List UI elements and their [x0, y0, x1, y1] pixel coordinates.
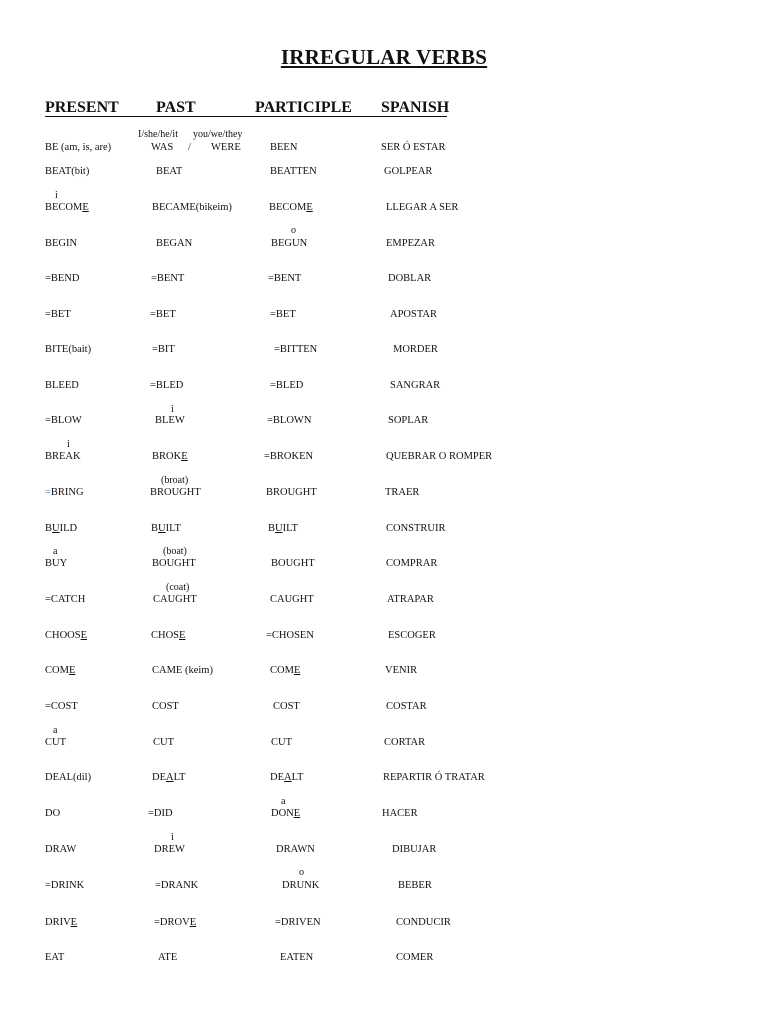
row-choose-present: CHOOSE — [45, 630, 88, 641]
row-blow-participle: =BLOWN — [267, 415, 312, 426]
row-buy-past: BOUGHT — [152, 558, 196, 569]
row-bet-participle: =BET — [270, 309, 296, 320]
row-bet-spanish: APOSTAR — [390, 309, 438, 320]
row-deal-participle: DEALT — [270, 772, 304, 783]
row-beat-spanish: GOLPEAR — [384, 166, 433, 177]
row-break-participle: =BROKEN — [264, 451, 314, 462]
row-be-spanish: SER Ó ESTAR — [381, 142, 446, 153]
row-eat-participle: EATEN — [280, 952, 314, 963]
row-do-pron-mark: a — [281, 796, 286, 807]
row-blow-spanish: SOPLAR — [388, 415, 429, 426]
row-drive-participle: =DRIVEN — [275, 917, 321, 928]
row-blow-present: =BLOW — [45, 415, 82, 426]
row-begin-present: BEGIN — [45, 238, 78, 249]
row-catch-past: CAUGHT — [153, 594, 197, 605]
page-title: IRREGULAR VERBS — [280, 45, 488, 69]
row-beat-present: BEAT(bit) — [45, 166, 90, 177]
row-become-present: BECOME — [45, 202, 89, 213]
row-bring-pron-note: (broat) — [161, 475, 189, 486]
row-drink-present: =DRINK — [45, 880, 85, 891]
row-break-spanish: QUEBRAR O ROMPER — [386, 451, 493, 462]
row-bend-present: =BEND — [45, 273, 80, 284]
row-bleed-spanish: SANGRAR — [390, 380, 441, 391]
row-cost-present: =COST — [45, 701, 78, 712]
row-bend-spanish: DOBLAR — [388, 273, 432, 284]
row-begin-spanish: EMPEZAR — [386, 238, 436, 249]
row-cut-participle: CUT — [271, 737, 292, 748]
row-be-past-separator: / — [188, 142, 191, 153]
row-become-spanish: LLEGAR A SER — [386, 202, 459, 213]
row-catch-pron-note: (coat) — [166, 582, 190, 593]
row-become-participle: BECOME — [269, 202, 313, 213]
row-cost-participle: COST — [273, 701, 300, 712]
row-break-past: BROKE — [152, 451, 188, 462]
row-do-present: DO — [45, 808, 61, 819]
row-buy-present: BUY — [45, 558, 68, 569]
row-catch-spanish: ATRAPAR — [387, 594, 434, 605]
row-come-spanish: VENIR — [385, 665, 418, 676]
row-do-participle: DONE — [271, 808, 301, 819]
row-draw-pron-mark: i — [171, 832, 174, 843]
row-buy-spanish: COMPRAR — [386, 558, 438, 569]
row-choose-spanish: ESCOGER — [388, 630, 436, 641]
row-bleed-past: =BLED — [150, 380, 184, 391]
row-bring-spanish: TRAER — [385, 487, 420, 498]
row-bring-present: =BRING — [45, 487, 84, 498]
header-underline — [45, 116, 447, 117]
row-come-present: COME — [45, 665, 76, 676]
row-bleed-present: BLEED — [45, 380, 79, 391]
row-draw-past: DREW — [154, 844, 185, 855]
row-begin-pron-mark: o — [291, 225, 296, 236]
row-bet-present: =BET — [45, 309, 71, 320]
row-drink-pron-mark: o — [299, 867, 304, 878]
row-draw-present: DRAW — [45, 844, 77, 855]
row-eat-present: EAT — [45, 952, 65, 963]
row-choose-participle: =CHOSEN — [266, 630, 314, 641]
row-bite-present: BITE(bait) — [45, 344, 92, 355]
row-bite-participle: =BITTEN — [274, 344, 318, 355]
row-drink-past: =DRANK — [155, 880, 199, 891]
row-cost-past: COST — [152, 701, 179, 712]
row-blow-pron-mark: i — [171, 404, 174, 415]
row-bend-participle: =BENT — [268, 273, 302, 284]
row-catch-present: =CATCH — [45, 594, 86, 605]
row-be-participle: BEEN — [270, 142, 298, 153]
row-cost-spanish: COSTAR — [386, 701, 427, 712]
note-pronouns-singular: I/she/he/it — [138, 129, 178, 140]
row-beat-participle: BEATTEN — [270, 166, 317, 177]
row-deal-spanish: REPARTIR Ó TRATAR — [383, 772, 485, 783]
row-build-participle: BUILT — [268, 523, 298, 534]
row-cut-past: CUT — [153, 737, 174, 748]
row-come-past: CAME (keim) — [152, 665, 213, 676]
row-draw-spanish: DIBUJAR — [392, 844, 437, 855]
row-drive-past: =DROVE — [154, 917, 197, 928]
row-begin-participle: BEGUN — [271, 238, 308, 249]
row-drive-spanish: CONDUCIR — [396, 917, 451, 928]
row-cut-present: CUT — [45, 737, 66, 748]
row-bring-past: BROUGHT — [150, 487, 201, 498]
row-break-pron-mark: i — [67, 439, 70, 450]
row-do-past: =DID — [148, 808, 173, 819]
row-bleed-participle: =BLED — [270, 380, 304, 391]
row-be-past: WAS — [151, 142, 174, 153]
row-build-present: BUILD — [45, 523, 78, 534]
row-build-past: BUILT — [151, 523, 181, 534]
row-break-present: BREAK — [45, 451, 81, 462]
row-bet-past: =BET — [150, 309, 176, 320]
note-pronouns-plural: you/we/they — [193, 129, 243, 140]
row-blow-past: BLEW — [155, 415, 185, 426]
row-drink-participle: DRUNK — [282, 880, 320, 891]
row-buy-participle: BOUGHT — [271, 558, 315, 569]
row-do-spanish: HACER — [382, 808, 418, 819]
row-be-present: BE (am, is, are) — [45, 142, 112, 153]
row-eat-spanish: COMER — [396, 952, 434, 963]
row-bring-participle: BROUGHT — [266, 487, 317, 498]
row-cut-pron-mark: a — [53, 725, 58, 736]
row-bite-spanish: MORDER — [393, 344, 438, 355]
row-buy-pron-mark: a — [53, 546, 58, 557]
row-bend-past: =BENT — [151, 273, 185, 284]
row-catch-participle: CAUGHT — [270, 594, 314, 605]
row-build-spanish: CONSTRUIR — [386, 523, 446, 534]
header-present: PRESENT — [45, 99, 119, 116]
row-beat-past: BEAT — [156, 166, 183, 177]
row-choose-past: CHOSE — [151, 630, 186, 641]
row-deal-past: DEALT — [152, 772, 186, 783]
row-bite-past: =BIT — [152, 344, 175, 355]
row-draw-participle: DRAWN — [276, 844, 315, 855]
row-begin-past: BEGAN — [156, 238, 193, 249]
row-drive-present: DRIVE — [45, 917, 78, 928]
row-buy-pron-note: (boat) — [163, 546, 187, 557]
row-eat-past: ATE — [158, 952, 178, 963]
header-participle: PARTICIPLE — [255, 99, 352, 116]
row-drink-spanish: BEBER — [398, 880, 432, 891]
row-deal-present: DEAL(dil) — [45, 772, 92, 783]
row-be-past-plural: WERE — [211, 142, 241, 153]
header-past: PAST — [156, 99, 196, 116]
row-become-past: BECAME(bikeim) — [152, 202, 232, 213]
row-come-participle: COME — [270, 665, 301, 676]
row-cut-spanish: CORTAR — [384, 737, 426, 748]
header-spanish: SPANISH — [381, 99, 450, 116]
row-become-pron-mark: i — [55, 190, 58, 201]
